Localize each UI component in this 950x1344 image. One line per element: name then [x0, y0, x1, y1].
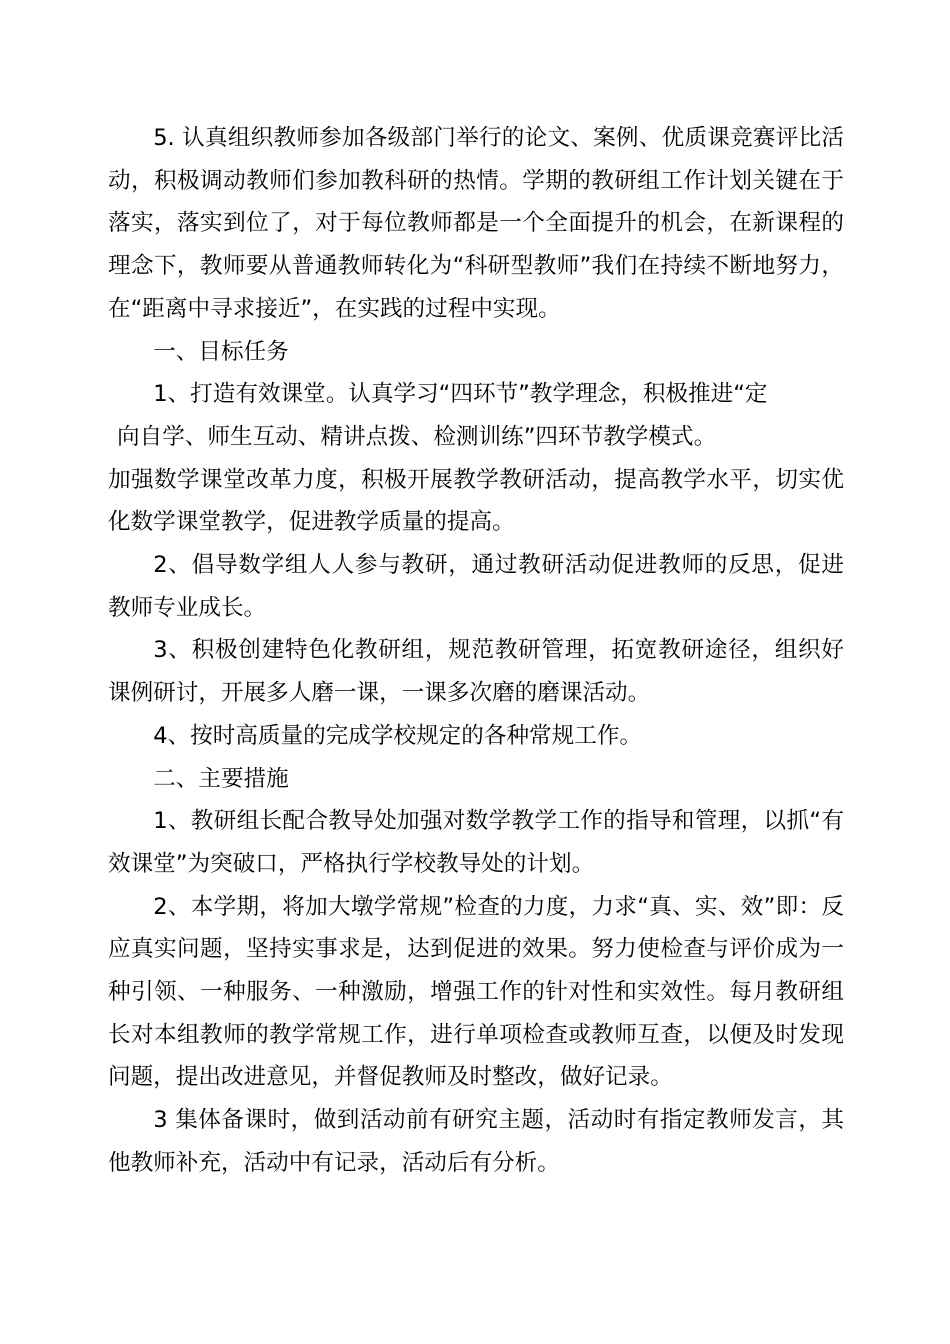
section-heading-goals: 一、目标任务: [153, 338, 289, 365]
paragraph-goal-2: 2、倡导数学组人人参与教研，通过教研活动促进教师的反思，促进教师专业成长。: [108, 552, 844, 621]
paragraph-goal-1-detail: 加强数学课堂改革力度，积极开展教学教研活动，提高教学水平，切实优化数学课堂教学，促进教学质量的提高。: [108, 466, 844, 536]
paragraph-measure-3: 3 集体备课时，做到活动前有研究主题，活动时有指定教师发言，其他教师补充，活动中有记录，活动后有分析。: [108, 1107, 844, 1176]
paragraph-measure-2: 2、本学期，将加大墩学常规”检查的力度，力求“真、实、效”即：反应真实问题，坚持实事求是，达到促进的效果。努力使检查与评价成为一种引领、一种服务、一种激励，增强工作的针对性和实效性。每月教研组长对本组教师的教学常规工作，进行单项检查或教师互查，以便及时发现问题，提出改进意见，并督促教师及时整改，做好记录。: [108, 893, 844, 1091]
paragraph-goal-1-continued: 向自学、师生互动、精讲点拨、检测训练”四环节教学模式。: [117, 423, 717, 450]
paragraph-goal-3: 3、积极创建特色化教研组，规范教研管理，拓宽教研途径，组织好课例研讨，开展多人磨一课，一课多次磨的磨课活动。: [108, 637, 844, 707]
paragraph-measure-1: 1、教研组长配合教导处加强对数学教学工作的指导和管理，以抓“有效课堂”为突破口，严格执行学校教导处的计划。: [108, 808, 844, 877]
document-body: [108, 117, 844, 1185]
paragraph-goal-1: 1、打造有效课堂。认真学习“四环节”教学理念，积极推进“定: [153, 381, 768, 408]
paragraph-item-5-teacher-activities: 5. 认真组织教师参加各级部门举行的论文、案例、优质课竞赛评比活动，积极调动教师们参加教科研的热情。学期的教研组工作计划关键在于落实，落实到位了，对于每位教师都是一个全面提升的机会，在新课程的理念下，教师要从普通教师转化为“科研型教师”我们在持续不断地努力，在“距离中寻求接近”，在实践的过程中实现。: [108, 125, 844, 322]
section-heading-measures: 二、主要措施: [153, 765, 289, 792]
paragraph-goal-4: 4、按时高质量的完成学校规定的各种常规工作。: [153, 722, 643, 749]
